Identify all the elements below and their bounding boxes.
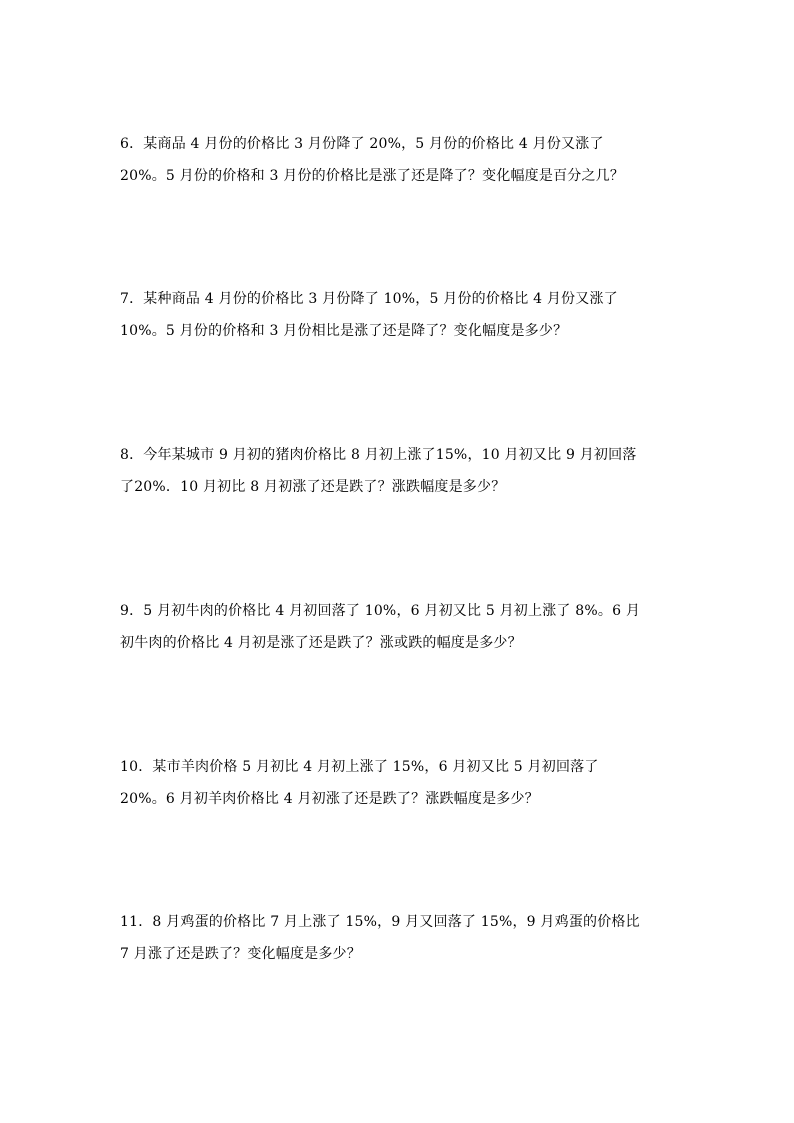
problem-8 [120,439,680,503]
problem-11-line-1: 11．8 月鸡蛋的价格比 7 月上涨了 15%，9 月又回落了 15%，9 月鸡蛋的价格比 [120,914,640,930]
problem-9-line-1: 9．5 月初牛肉的价格比 4 月初回落了 10%，6 月初又比 5 月初上涨了 8%。6 月 [120,603,641,619]
problem-9 [120,595,680,659]
problem-6-line-1: 6．某商品 4 月份的价格比 3 月份降了 20%，5 月份的价格比 4 月份又涨了 [120,136,604,152]
problem-7-line-2: 10%。5 月份的价格和 3 月份相比是涨了还是降了？变化幅度是多少？ [120,323,568,339]
problem-11 [120,906,680,970]
problem-6-line-2: 20%。5 月份的价格和 3 月份的价格比是涨了还是降了？变化幅度是百分之几？ [120,168,625,184]
problem-10-line-1: 10．某市羊肉价格 5 月初比 4 月初上涨了 15%，6 月初又比 5 月初回落了 [120,759,599,775]
problem-8-line-2: 了20%．10 月初比 8 月初涨了还是跌了？涨跌幅度是多少？ [120,479,506,495]
problem-7 [120,283,680,347]
problem-7-line-1: 7．某种商品 4 月份的价格比 3 月份降了 10%，5 月份的价格比 4 月份又涨了 [120,291,618,307]
problem-6 [120,128,680,192]
problem-8-line-1: 8．今年某城市 9 月初的猪肉价格比 8 月初上涨了15%，10 月初又比 9 月初回落 [120,447,637,463]
problem-11-line-2: 7 月涨了还是跌了？变化幅度是多少？ [120,946,361,962]
problem-10-line-2: 20%。6 月初羊肉价格比 4 月初涨了还是跌了？涨跌幅度是多少？ [120,791,539,807]
problem-10 [120,751,680,815]
problem-9-line-2: 初牛肉的价格比 4 月初是涨了还是跌了？涨或跌的幅度是多少？ [120,635,522,651]
